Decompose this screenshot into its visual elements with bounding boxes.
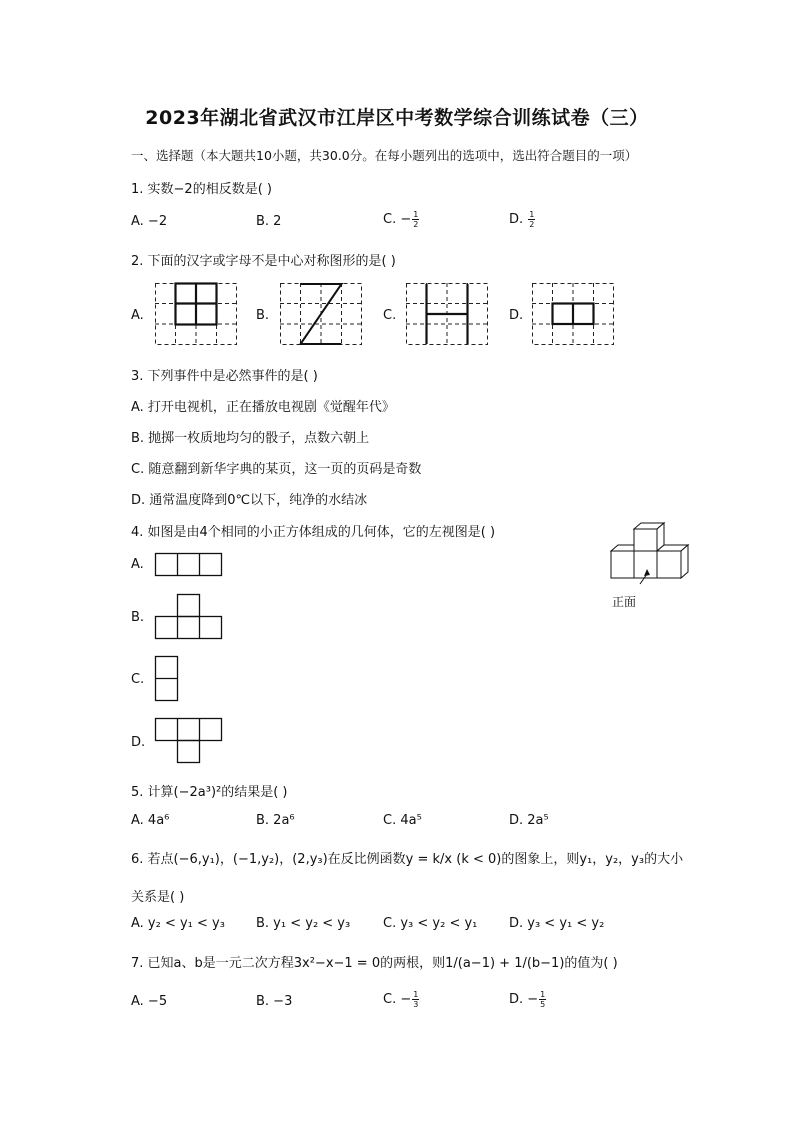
q2-figure-b-z <box>280 283 362 345</box>
q1-d-numerator: 1 <box>529 210 535 219</box>
q1-option-c-prefix: C. − <box>383 212 412 227</box>
q5-option-d[interactable]: D. 2a⁵ <box>509 813 549 828</box>
question-6-stem-line-1: 6. 若点(−6,y₁)，(−1,y₂)，(2,y₃)在反比例函数y = k/x (k < 0)的图象上，则y₁，y₂，y₃的大小 <box>131 852 684 867</box>
q1-option-d-prefix: D. <box>509 212 528 227</box>
q6-option-b[interactable]: B. y₁ < y₂ < y₃ <box>256 916 351 931</box>
q2-figure-d-ri <box>532 283 614 345</box>
q1-option-c[interactable] <box>383 210 420 229</box>
question-2-stem: 2. 下面的汉字或字母不是中心对称图形的是( ) <box>131 254 396 269</box>
q5-option-a[interactable]: A. 4a⁶ <box>131 813 170 828</box>
q7-option-d-fraction <box>539 990 546 1009</box>
q6-option-a[interactable]: A. y₂ < y₁ < y₃ <box>131 916 225 931</box>
q7-d-denominator: 5 <box>540 1000 546 1009</box>
q7-c-denominator: 3 <box>413 1000 419 1009</box>
q1-option-a[interactable]: A. −2 <box>131 214 168 229</box>
q4-label-d[interactable]: D. <box>131 735 146 750</box>
q1-option-d[interactable] <box>509 210 536 229</box>
q5-option-b[interactable]: B. 2a⁶ <box>256 813 295 828</box>
q7-option-d[interactable] <box>509 990 547 1009</box>
q7-option-a[interactable]: A. −5 <box>131 994 168 1009</box>
q4-option-a-figure <box>155 553 223 577</box>
question-3-stem: 3. 下列事件中是必然事件的是( ) <box>131 369 318 384</box>
q4-label-c[interactable]: C. <box>131 672 145 687</box>
q1-c-numerator: 1 <box>413 210 419 219</box>
q3-option-b[interactable]: B. 抛掷一枚质地均匀的骰子，点数六朝上 <box>131 431 370 446</box>
q4-option-b-figure <box>155 594 223 640</box>
q1-c-denominator: 2 <box>413 220 419 229</box>
q7-c-numerator: 1 <box>413 990 419 999</box>
q3-option-d[interactable]: D. 通常温度降到0℃以下，纯净的水结冰 <box>131 493 368 508</box>
q6-option-c[interactable]: C. y₃ < y₂ < y₁ <box>383 916 478 931</box>
q6-option-d[interactable]: D. y₃ < y₁ < y₂ <box>509 916 605 931</box>
q4-solid-figure <box>610 522 692 582</box>
q4-option-d-figure <box>155 718 223 764</box>
q3-option-a[interactable]: A. 打开电视机，正在播放电视剧《觉醒年代》 <box>131 400 395 415</box>
q4-option-c-figure <box>155 656 179 702</box>
q1-option-c-fraction <box>412 210 419 229</box>
q2-label-a[interactable]: A. <box>131 308 144 323</box>
question-6-stem-line-2: 关系是( ) <box>131 890 185 905</box>
question-7-stem: 7. 已知a、b是一元二次方程3x²−x−1 = 0的两根，则1/(a−1) + 1/(b−1)的值为( ) <box>131 956 618 971</box>
q2-label-b[interactable]: B. <box>256 308 270 323</box>
question-5-stem: 5. 计算(−2a³)²的结果是( ) <box>131 785 288 800</box>
q3-option-c[interactable]: C. 随意翻到新华字典的某页，这一页的页码是奇数 <box>131 462 422 477</box>
q1-option-b[interactable]: B. 2 <box>256 214 282 229</box>
q2-figure-a-tian <box>155 283 237 345</box>
q7-option-b[interactable]: B. −3 <box>256 994 293 1009</box>
q2-label-c[interactable]: C. <box>383 308 397 323</box>
q4-label-a[interactable]: A. <box>131 557 144 572</box>
q7-d-numerator: 1 <box>540 990 546 999</box>
question-1-stem: 1. 实数−2的相反数是( ) <box>131 182 272 197</box>
q7-option-c-prefix: C. − <box>383 992 412 1007</box>
q7-option-d-prefix: D. − <box>509 992 539 1007</box>
question-4-stem: 4. 如图是由4个相同的小正方体组成的几何体，它的左视图是( ) <box>131 525 496 540</box>
q1-option-d-fraction <box>528 210 535 229</box>
q7-option-c[interactable] <box>383 990 420 1009</box>
page-title: 2023年湖北省武汉市江岸区中考数学综合训练试卷（三） <box>145 107 649 129</box>
section-heading: 一、选择题（本大题共10小题，共30.0分。在每小题列出的选项中，选出符合题目的一项） <box>131 148 638 163</box>
q4-front-label: 正面 <box>612 595 637 609</box>
q2-label-d[interactable]: D. <box>509 308 524 323</box>
q4-label-b[interactable]: B. <box>131 610 145 625</box>
q2-figure-c-h <box>406 283 488 345</box>
q1-d-denominator: 2 <box>529 220 535 229</box>
q7-option-c-fraction <box>412 990 419 1009</box>
q5-option-c[interactable]: C. 4a⁵ <box>383 813 422 828</box>
